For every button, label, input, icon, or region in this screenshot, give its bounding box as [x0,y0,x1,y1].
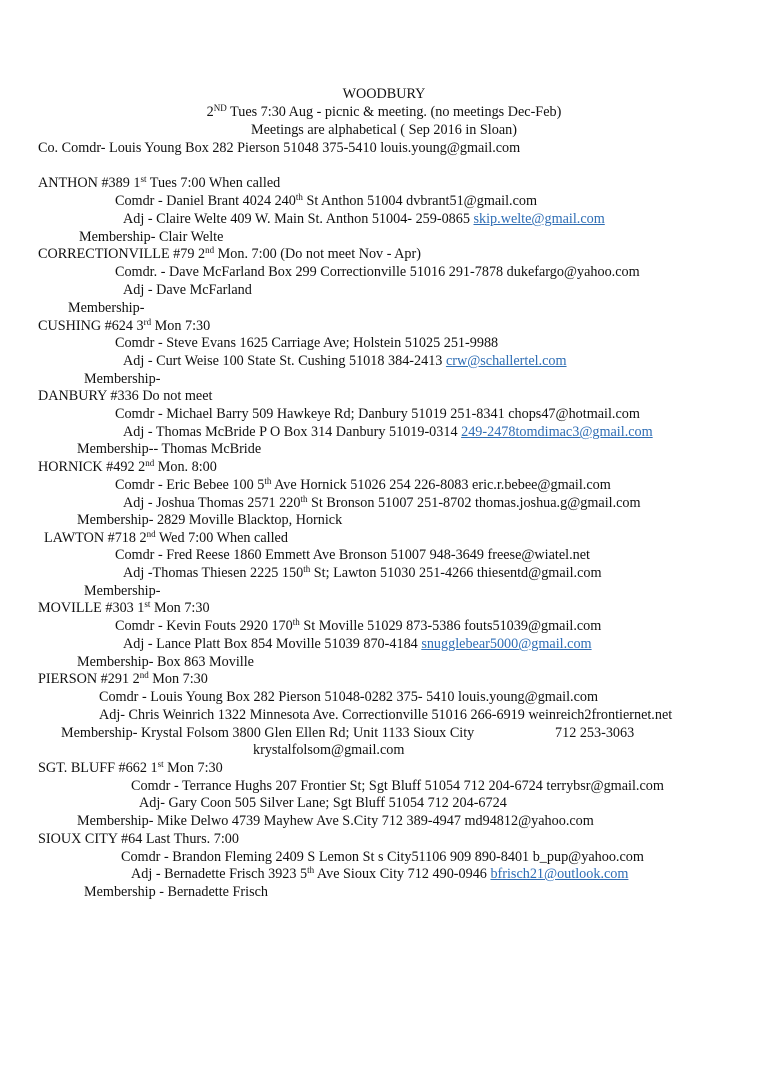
county-commander-line: Co. Comdr- Louis Young Box 282 Pierson 51048 375-5410 louis.young@gmail.com [38,140,521,156]
membership-line-hornick: Membership- 2829 Moville Blacktop, Hornick [77,512,343,528]
post-heading-cushing: CUSHING #624 3rd Mon 7:30 [38,317,211,334]
post-heading-correctionville: CORRECTIONVILLE #79 2nd Mon. 7:00 (Do not meet Nov - Apr) [38,245,421,262]
membership-line-lawton: Membership- [84,583,161,599]
post-heading-danbury: DANBURY #336 Do not meet [38,388,213,404]
post-heading-hornick: HORNICK #492 2nd Mon. 8:00 [38,458,217,475]
membership-line-danbury: Membership-- Thomas McBride [77,441,262,457]
meeting-schedule-line: 2ND Tues 7:30 Aug - picnic & meeting. (no meetings Dec-Feb) [206,103,562,120]
commander-line-hornick: Comdr - Eric Bebee 100 5th Ave Hornick 51026 254 226-8083 eric.r.bebee@gmail.com [115,476,611,493]
email-link[interactable]: crw@schallertel.com [445,353,567,369]
membership-line-moville: Membership- Box 863 Moville [77,654,254,670]
adjutant-line-sgt-bluff: Adj- Gary Coon 505 Silver Lane; Sgt Bluff 51054 712 204-6724 [139,795,507,811]
membership-line-pierson: Membership- Krystal Folsom 3800 Glen Ellen Rd; Unit 1133 Sioux City [61,725,475,741]
commander-line-cushing: Comdr - Steve Evans 1625 Carriage Ave; Holstein 51025 251-9988 [115,335,499,351]
commander-line-pierson: Comdr - Louis Young Box 282 Pierson 51048-0282 375- 5410 louis.young@gmail.com [99,689,598,705]
commander-line-lawton: Comdr - Fred Reese 1860 Emmett Ave Bronson 51007 948-3649 freese@wiatel.net [115,547,590,563]
email-link[interactable]: bfrisch21@outlook.com [490,866,629,882]
membership-line-anthon: Membership- Clair Welte [79,229,224,245]
membership-line-correctionville: Membership- [68,300,145,316]
post-heading-anthon: ANTHON #389 1st Tues 7:00 When called [38,174,281,191]
post-heading-sioux-city: SIOUX CITY #64 Last Thurs. 7:00 [38,831,239,847]
post-heading-sgt-bluff: SGT. BLUFF #662 1st Mon 7:30 [38,759,223,776]
email-link[interactable]: skip.welte@gmail.com [473,211,605,227]
adjutant-line-hornick: Adj - Joshua Thomas 2571 220th St Bronson 51007 251-8702 thomas.joshua.g@gmail.com [123,494,641,511]
adjutant-line-correctionville: Adj - Dave McFarland [123,282,252,298]
membership-email-pierson: krystalfolsom@gmail.com [253,742,405,758]
document-title: WOODBURY [342,86,426,102]
membership-line-sgt-bluff: Membership- Mike Delwo 4739 Mayhew Ave S.City 712 389-4947 md94812@yahoo.com [77,813,594,829]
commander-line-danbury: Comdr - Michael Barry 509 Hawkeye Rd; Danbury 51019 251-8341 chops47@hotmail.com [115,406,640,422]
email-link[interactable]: snugglebear5000@gmail.com [421,636,592,652]
commander-line-sgt-bluff: Comdr - Terrance Hughs 207 Frontier St; Sgt Bluff 51054 712 204-6724 terrybsr@gmail.com [131,778,664,794]
membership-line-sioux-city: Membership - Bernadette Frisch [84,884,268,900]
membership-phone-pierson: 712 253-3063 [555,725,635,741]
commander-line-moville: Comdr - Kevin Fouts 2920 170th St Moville 51029 873-5386 fouts51039@gmail.com [115,617,602,634]
post-heading-pierson: PIERSON #291 2nd Mon 7:30 [38,670,208,687]
commander-line-sioux-city: Comdr - Brandon Fleming 2409 S Lemon St s City51106 909 890-8401 b_pup@yahoo.com [121,849,644,865]
adjutant-line-anthon: Adj - Claire Welte 409 W. Main St. Anthon 51004- 259-0865 skip.welte@gmail.com [123,211,605,227]
adjutant-line-cushing: Adj - Curt Weise 100 State St. Cushing 51018 384-2413 crw@schallertel.com [123,353,567,369]
adjutant-line-moville: Adj - Lance Platt Box 854 Moville 51039 870-4184 snugglebear5000@gmail.com [123,636,592,652]
alphabetical-note: Meetings are alphabetical ( Sep 2016 in Sloan) [251,122,517,138]
post-heading-moville: MOVILLE #303 1st Mon 7:30 [38,599,210,616]
adjutant-line-pierson: Adj- Chris Weinrich 1322 Minnesota Ave. Correctionville 51016 266-6919 weinreich2frontiernet.net [99,707,673,723]
adjutant-line-lawton: Adj -Thomas Thiesen 2225 150th St; Lawton 51030 251-4266 thiesentd@gmail.com [123,564,602,581]
adjutant-line-sioux-city: Adj - Bernadette Frisch 3923 5th Ave Sioux City 712 490-0946 bfrisch21@outlook.com [131,865,629,882]
commander-line-correctionville: Comdr. - Dave McFarland Box 299 Correctionville 51016 291-7878 dukefargo@yahoo.com [115,264,640,280]
adjutant-line-danbury: Adj - Thomas McBride P O Box 314 Danbury 51019-0314 249-2478tomdimac3@gmail.com [123,424,653,440]
commander-line-anthon: Comdr - Daniel Brant 4024 240th St Anthon 51004 dvbrant51@gmail.com [115,192,538,209]
membership-line-cushing: Membership- [84,371,161,387]
email-link[interactable]: 249-2478tomdimac3@gmail.com [461,424,653,440]
post-heading-lawton: LAWTON #718 2nd Wed 7:00 When called [44,529,288,546]
